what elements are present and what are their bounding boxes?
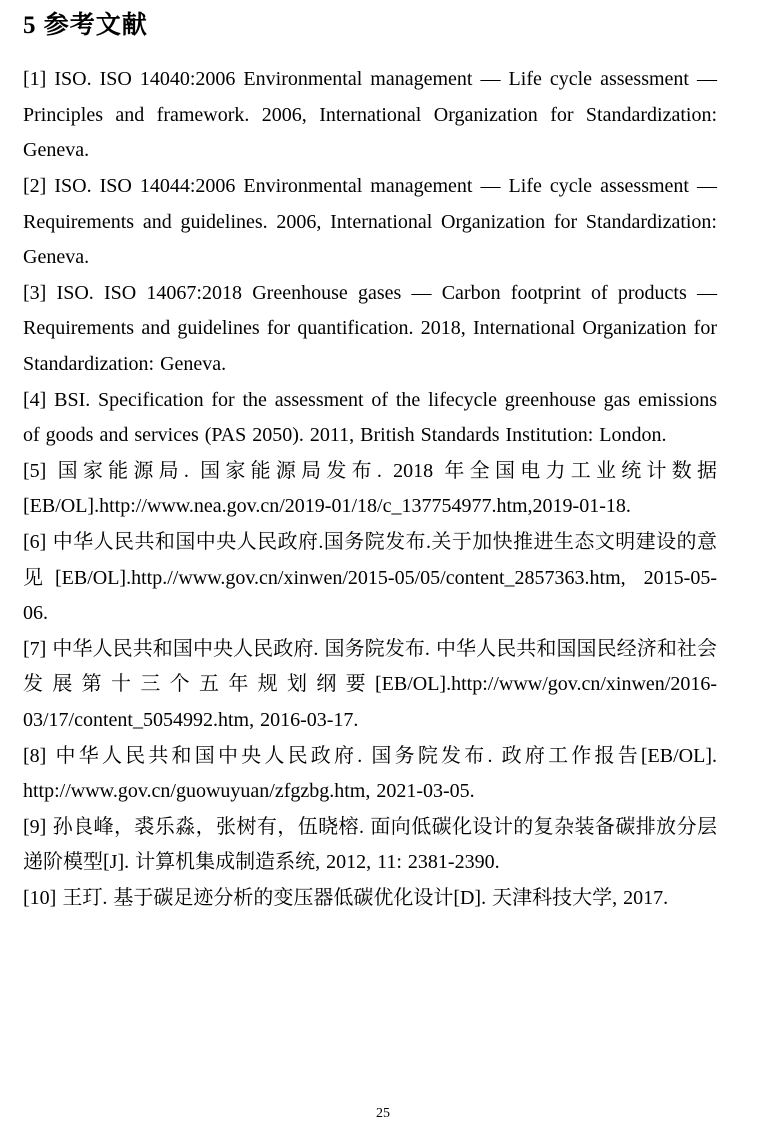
references-section (23, 10, 717, 917)
reference-item-8: [8] 中华人民共和国中央人民政府. 国务院发布. 政府工作报告[EB/OL]. http://www.gov.cn/guowuyuan/zfgzbg.htm, 2021-03-05. (23, 744, 717, 803)
reference-item-6: [6] 中华人民共和国中央人民政府.国务院发布.关于加快推进生态文明建设的意见[EB/OL].http.//www.gov.cn/xinwen/2015-05/05/content_2857363.htm, 2015-05-06. (23, 530, 717, 625)
section-title: 5 参考文献 (23, 12, 148, 39)
reference-item-1: [1] ISO. ISO 14040:2006 Environmental management — Life cycle assessment — Principles and framework. 2006, International Organization for Standardization: Geneva. (23, 68, 717, 162)
reference-item-3: [3] ISO. ISO 14067:2018 Greenhouse gases — Carbon footprint of products — Requirements and guidelines for quantification. 2018, International Organization for Standardization: Geneva. (23, 281, 717, 375)
page-number: 25 (376, 1106, 390, 1121)
reference-item-2: [2] ISO. ISO 14044:2006 Environmental management — Life cycle assessment — Requirements and guidelines. 2006, International Organization for Standardization: Geneva. (23, 175, 717, 269)
reference-item-5: [5] 国家能源局. 国家能源局发布. 2018 年全国电力工业统计数据[EB/OL].http://www.nea.gov.cn/2019-01/18/c_137754977.htm,2019-01-18. (23, 459, 717, 518)
reference-item-10: [10] 王玎. 基于碳足迹分析的变压器低碳优化设计[D]. 天津科技大学, 2017. (23, 886, 669, 909)
reference-item-7: [7] 中华人民共和国中央人民政府. 国务院发布. 中华人民共和国国民经济和社会发展第十三个五年规划纲要[EB/OL].http://www/gov.cn/xinwen/2016-03/17/content_5054992.htm, 2016-03-17. (23, 637, 717, 731)
reference-item-4: [4] BSI. Specification for the assessment of the lifecycle greenhouse gas emissions of goods and services (PAS 2050). 2011, British Standards Institution: London. (23, 388, 717, 447)
reference-item-9: [9] 孙良峰，裘乐淼，张树有，伍晓榕. 面向低碳化设计的复杂装备碳排放分层递阶模型[J]. 计算机集成制造系统, 2012, 11: 2381-2390. (23, 815, 717, 874)
